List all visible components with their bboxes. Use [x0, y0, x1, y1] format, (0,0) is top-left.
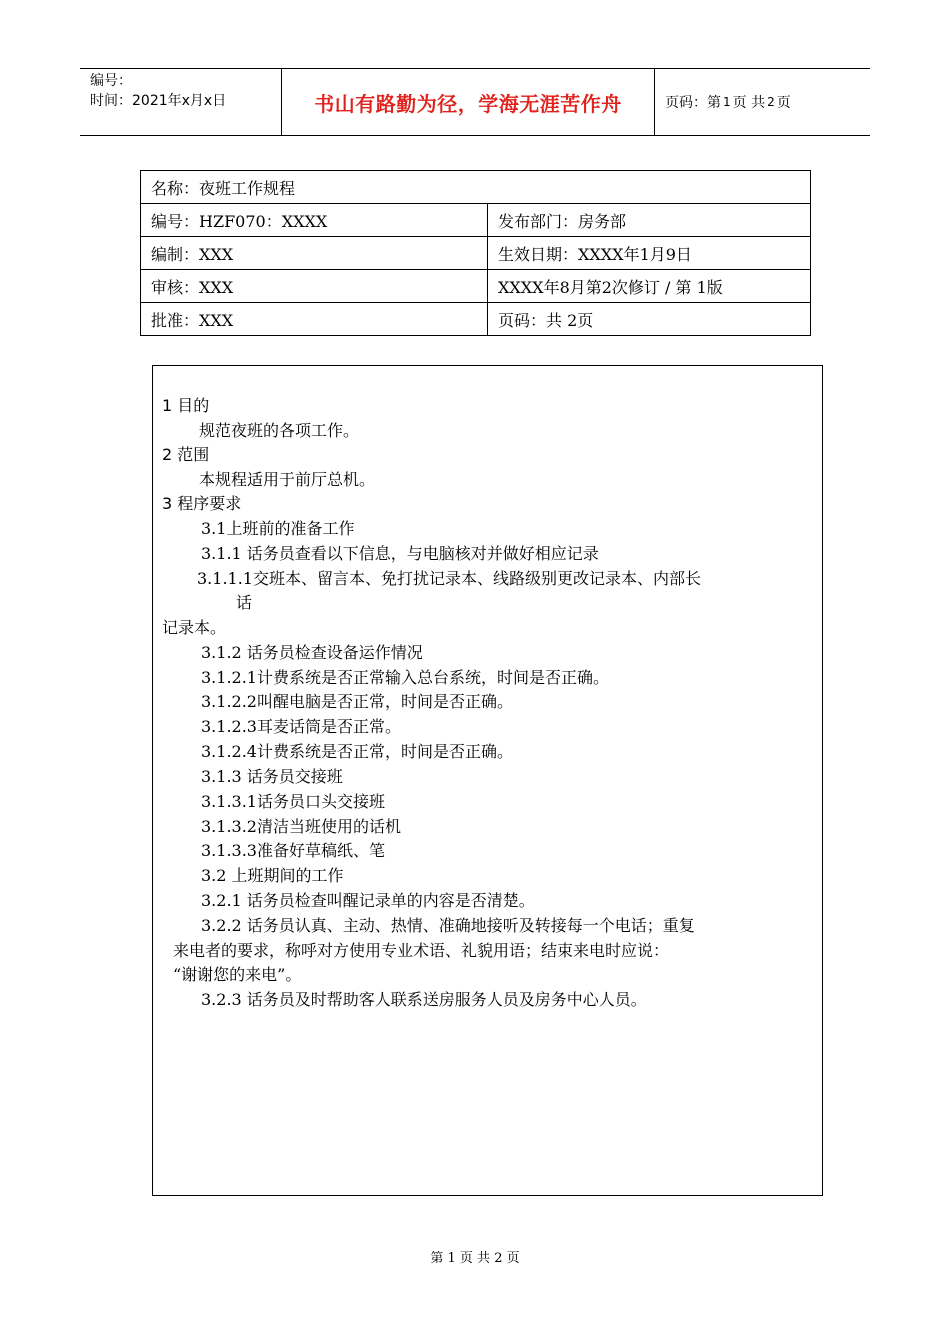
content-line: 记录本。 — [162, 618, 227, 637]
content-line: 3.1.3.1话务员口头交接班 — [201, 792, 385, 811]
doc-revision-cell: XXXX年8月第2次修订 / 第 1版 — [488, 270, 811, 303]
content-line: 3.1.2.2叫醒电脑是否正常，时间是否正确。 — [201, 692, 513, 711]
content-line: 3.1.3.3准备好草稿纸、笔 — [201, 841, 385, 860]
content-line: 3.1.1.1交班本、留言本、免打扰记录本、线路级别更改记录本、内部长 — [197, 569, 701, 588]
doc-approved-cell: 批准：XXX — [141, 303, 488, 336]
header-page-mid: 页 共 — [732, 95, 766, 111]
document-info-table — [140, 170, 811, 336]
header-meta — [80, 69, 282, 135]
header-number-label: 编号： — [90, 73, 132, 89]
content-line: 话 — [236, 593, 253, 612]
table-row — [141, 303, 811, 336]
page-footer: 第 1 页 共 2 页 — [430, 1251, 520, 1266]
table-row — [141, 270, 811, 303]
content-line: 3.2 上班期间的工作 — [201, 866, 344, 885]
doc-department-cell: 发布部门：房务部 — [488, 204, 811, 237]
header-page-current: 1 — [723, 95, 731, 109]
header-page-prefix: 页码：第 — [665, 95, 721, 111]
doc-pages-cell: 页码：共 2页 — [488, 303, 811, 336]
content-line: 3.1.3 话务员交接班 — [201, 767, 343, 786]
content-line: 3.2.3 话务员及时帮助客人联系送房服务人员及房务中心人员。 — [201, 990, 647, 1009]
doc-effective-date-cell: 生效日期：XXXX年1月9日 — [488, 237, 811, 270]
doc-name-cell: 名称：夜班工作规程 — [141, 171, 811, 204]
header-page-total: 2 — [767, 95, 775, 109]
section-heading: 1 目的 — [162, 396, 210, 415]
content-line: “谢谢您的来电”。 — [173, 965, 302, 984]
content-line: 3.1上班前的准备工作 — [201, 519, 355, 538]
content-line: 规范夜班的各项工作。 — [199, 421, 360, 440]
table-row — [141, 204, 811, 237]
content-line: 3.1.2.3耳麦话筒是否正常。 — [201, 717, 401, 736]
content-line: 来电者的要求，称呼对方使用专业术语、礼貌用语；结束来电时应说： — [173, 941, 670, 960]
header-page-suffix: 页 — [776, 95, 791, 111]
doc-number-cell: 编号：HZF070：XXXX — [141, 204, 488, 237]
content-line: 3.1.2 话务员检查设备运作情况 — [201, 643, 423, 662]
table-row — [141, 237, 811, 270]
doc-reviewed-cell: 审核：XXX — [141, 270, 488, 303]
content-line: 3.1.1 话务员查看以下信息，与电脑核对并做好相应记录 — [201, 544, 599, 563]
doc-compiled-cell: 编制：XXX — [141, 237, 488, 270]
content-line: 3.2.1 话务员检查叫醒记录单的内容是否清楚。 — [201, 891, 535, 910]
content-line: 3.1.2.4计费系统是否正常，时间是否正确。 — [201, 742, 513, 761]
page-header — [80, 68, 870, 136]
section-heading: 3 程序要求 — [162, 494, 242, 513]
content-line: 3.1.2.1计费系统是否正常输入总台系统，时间是否正确。 — [201, 668, 609, 687]
header-slogan: 书山有路勤为径，学海无涯苦作舟 — [282, 69, 655, 135]
section-heading: 2 范围 — [162, 445, 210, 464]
table-row — [141, 171, 811, 204]
content-line: 3.2.2 话务员认真、主动、热情、准确地接听及转接每一个电话；重复 — [201, 916, 695, 935]
content-line: 3.1.3.2清洁当班使用的话机 — [201, 817, 401, 836]
content-line: 本规程适用于前厅总机。 — [199, 470, 376, 489]
header-page-info — [655, 69, 870, 135]
header-time-label: 时间：2021年x月x日 — [90, 93, 227, 109]
procedure-content-box — [152, 365, 823, 1196]
